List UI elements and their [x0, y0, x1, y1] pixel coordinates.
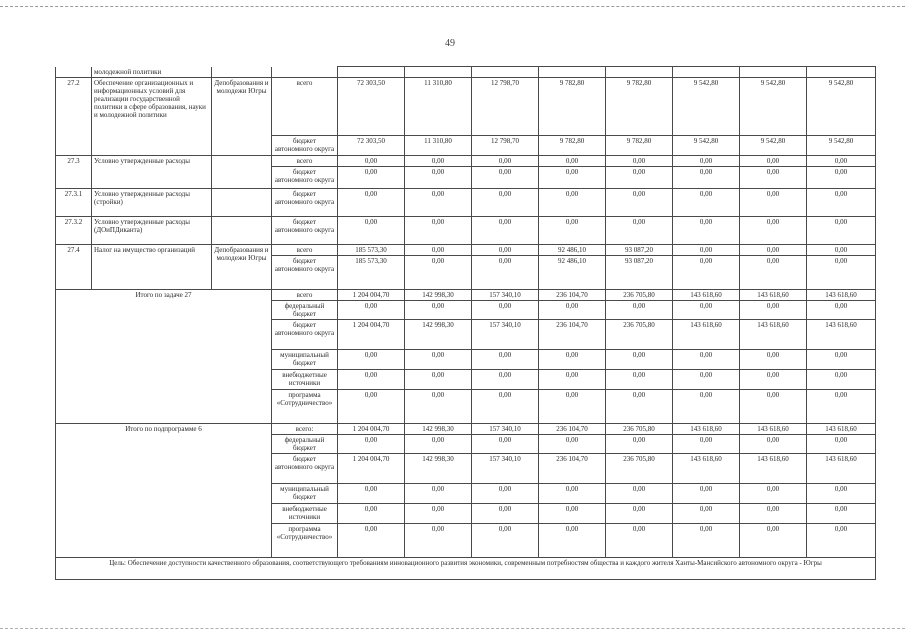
- row-name: Налог на имущество организаций: [92, 244, 212, 289]
- scan-artifact-bottom: [0, 628, 905, 629]
- row-number: 27.3.1: [56, 188, 92, 216]
- funding-source: всего: [272, 244, 338, 255]
- amount-cell: 0,00: [472, 389, 539, 423]
- amount-cell: 0,00: [807, 155, 876, 166]
- amount-cell: 72 303,50: [338, 135, 405, 155]
- amount-cell: 0,00: [405, 349, 472, 369]
- amount-cell: 142 998,30: [405, 423, 472, 434]
- amount-cell: 0,00: [405, 369, 472, 389]
- amount-cell: 0,00: [673, 244, 740, 255]
- amount-cell: 142 998,30: [405, 453, 472, 483]
- funding-source: муниципальный бюджет: [272, 349, 338, 369]
- amount-cell: 0,00: [405, 188, 472, 216]
- amount-cell: 0,00: [740, 523, 807, 557]
- amount-cell: 0,00: [807, 389, 876, 423]
- table-row: [56, 216, 876, 244]
- amount-cell: 0,00: [740, 503, 807, 523]
- amount-cell: 0,00: [807, 188, 876, 216]
- amount-cell: 9 542,80: [673, 77, 740, 135]
- amount-cell: 0,00: [606, 216, 673, 244]
- amount-cell: 0,00: [405, 523, 472, 557]
- amount-cell: 0,00: [673, 434, 740, 453]
- amount-cell: 0,00: [606, 188, 673, 216]
- row-executor: Депобразования и молодежи Югры: [212, 244, 272, 289]
- amount-cell: 0,00: [673, 523, 740, 557]
- amount-cell: 0,00: [539, 523, 606, 557]
- amount-cell: 0,00: [673, 188, 740, 216]
- amount-cell: 0,00: [539, 503, 606, 523]
- amount-cell: 0,00: [338, 216, 405, 244]
- row-name: Условно утвержденные расходы (ДОиПДиканта): [92, 216, 212, 244]
- amount-cell: 0,00: [338, 349, 405, 369]
- amount-cell: 0,00: [539, 300, 606, 319]
- amount-cell: 0,00: [740, 389, 807, 423]
- header-fragment: молодежной политики: [92, 67, 212, 78]
- amount-cell: 143 618,60: [673, 319, 740, 349]
- row-executor: [212, 188, 272, 216]
- total-subprogram-label: Итого по подпрограмме 6: [56, 423, 272, 557]
- amount-cell: 9 782,80: [606, 77, 673, 135]
- amount-cell: 0,00: [338, 369, 405, 389]
- amount-cell: 9 782,80: [606, 135, 673, 155]
- funding-source: внебюджетные источники: [272, 369, 338, 389]
- amount-cell: 0,00: [606, 155, 673, 166]
- amount-cell: 0,00: [673, 255, 740, 289]
- amount-cell: 93 087,20: [606, 255, 673, 289]
- amount-cell: 0,00: [740, 483, 807, 503]
- goal-text: Цель: Обеспечение доступности качественного образования, соответствующего требованиям инновационного развития экономики, современным потребностям общества и каждого жителя Ханты-Мансийского автономного округа - Югры: [56, 557, 876, 579]
- amount-cell: 143 618,60: [807, 423, 876, 434]
- amount-cell: 143 618,60: [807, 453, 876, 483]
- amount-cell: 0,00: [673, 483, 740, 503]
- amount-cell: 143 618,60: [740, 289, 807, 300]
- amount-cell: 11 310,80: [405, 135, 472, 155]
- funding-source: бюджет автономного округа: [272, 319, 338, 349]
- row-number: 27.3: [56, 155, 92, 188]
- amount-cell: 0,00: [673, 369, 740, 389]
- amount-cell: 0,00: [740, 188, 807, 216]
- funding-source: программа «Сотрудничество»: [272, 523, 338, 557]
- row-name: Условно утвержденные расходы: [92, 155, 212, 188]
- amount-cell: 0,00: [539, 389, 606, 423]
- amount-cell: 0,00: [673, 349, 740, 369]
- amount-cell: 0,00: [338, 503, 405, 523]
- amount-cell: 0,00: [338, 188, 405, 216]
- amount-cell: 0,00: [472, 244, 539, 255]
- funding-source: федеральный бюджет: [272, 300, 338, 319]
- amount-cell: 143 618,60: [807, 319, 876, 349]
- amount-cell: 0,00: [807, 349, 876, 369]
- amount-cell: 0,00: [807, 244, 876, 255]
- header-fragment-row: [56, 67, 876, 78]
- amount-cell: 9 542,80: [807, 135, 876, 155]
- amount-cell: 9 782,80: [539, 77, 606, 135]
- amount-cell: 0,00: [539, 216, 606, 244]
- amount-cell: 0,00: [338, 166, 405, 188]
- amount-cell: 92 486,10: [539, 244, 606, 255]
- amount-cell: 0,00: [338, 155, 405, 166]
- amount-cell: 143 618,60: [740, 319, 807, 349]
- table-row: [56, 423, 876, 434]
- amount-cell: 0,00: [338, 523, 405, 557]
- row-name: Обеспечение организационных и информационных условий для реализации государственной политики в сфере образования, науки и молодежной политики: [92, 77, 212, 155]
- amount-cell: 143 618,60: [740, 423, 807, 434]
- budget-table: [55, 66, 876, 580]
- funding-source: бюджет автономного округа: [272, 135, 338, 155]
- amount-cell: 236 104,70: [539, 319, 606, 349]
- funding-source: всего:: [272, 423, 338, 434]
- amount-cell: 0,00: [405, 389, 472, 423]
- amount-cell: 0,00: [405, 434, 472, 453]
- amount-cell: 0,00: [807, 300, 876, 319]
- amount-cell: 0,00: [807, 523, 876, 557]
- table-row: [56, 155, 876, 166]
- amount-cell: 0,00: [606, 523, 673, 557]
- amount-cell: 0,00: [405, 503, 472, 523]
- funding-source: внебюджетные источники: [272, 503, 338, 523]
- amount-cell: 0,00: [472, 483, 539, 503]
- amount-cell: 12 798,70: [472, 77, 539, 135]
- amount-cell: 93 087,20: [606, 244, 673, 255]
- amount-cell: 0,00: [740, 349, 807, 369]
- amount-cell: 157 340,10: [472, 453, 539, 483]
- amount-cell: 1 204 004,70: [338, 453, 405, 483]
- amount-cell: 0,00: [673, 503, 740, 523]
- amount-cell: 0,00: [338, 389, 405, 423]
- amount-cell: 9 782,80: [539, 135, 606, 155]
- amount-cell: 0,00: [405, 483, 472, 503]
- amount-cell: 9 542,80: [740, 77, 807, 135]
- amount-cell: 0,00: [740, 369, 807, 389]
- amount-cell: 0,00: [673, 166, 740, 188]
- table-row: [56, 188, 876, 216]
- amount-cell: 0,00: [472, 503, 539, 523]
- goal-row: [56, 557, 876, 579]
- amount-cell: 0,00: [606, 369, 673, 389]
- amount-cell: 0,00: [405, 300, 472, 319]
- amount-cell: 0,00: [539, 349, 606, 369]
- amount-cell: 0,00: [539, 369, 606, 389]
- amount-cell: 0,00: [472, 166, 539, 188]
- amount-cell: 0,00: [539, 166, 606, 188]
- table-row: [56, 77, 876, 135]
- amount-cell: 0,00: [606, 300, 673, 319]
- amount-cell: 0,00: [472, 300, 539, 319]
- funding-source: бюджет автономного округа: [272, 453, 338, 483]
- amount-cell: 157 340,10: [472, 289, 539, 300]
- amount-cell: 0,00: [539, 155, 606, 166]
- amount-cell: 0,00: [740, 244, 807, 255]
- amount-cell: 0,00: [539, 188, 606, 216]
- amount-cell: 142 998,30: [405, 319, 472, 349]
- amount-cell: 1 204 004,70: [338, 423, 405, 434]
- amount-cell: 0,00: [740, 434, 807, 453]
- amount-cell: 0,00: [807, 503, 876, 523]
- amount-cell: 0,00: [606, 166, 673, 188]
- amount-cell: 0,00: [405, 166, 472, 188]
- amount-cell: 0,00: [606, 349, 673, 369]
- amount-cell: 0,00: [539, 483, 606, 503]
- funding-source: всего: [272, 77, 338, 135]
- amount-cell: 157 340,10: [472, 423, 539, 434]
- amount-cell: 0,00: [606, 389, 673, 423]
- amount-cell: 0,00: [338, 483, 405, 503]
- funding-source: бюджет автономного округа: [272, 216, 338, 244]
- amount-cell: 1 204 004,70: [338, 289, 405, 300]
- amount-cell: 0,00: [807, 255, 876, 289]
- funding-source: бюджет автономного округа: [272, 255, 338, 289]
- row-executor: [212, 216, 272, 244]
- scan-artifact-top: [0, 6, 905, 7]
- amount-cell: 0,00: [472, 349, 539, 369]
- funding-source: всего: [272, 289, 338, 300]
- amount-cell: 72 303,50: [338, 77, 405, 135]
- amount-cell: 0,00: [539, 434, 606, 453]
- amount-cell: 236 705,80: [606, 453, 673, 483]
- row-number: 27.3.2: [56, 216, 92, 244]
- amount-cell: 0,00: [673, 389, 740, 423]
- table-row: [56, 244, 876, 255]
- amount-cell: 0,00: [606, 483, 673, 503]
- amount-cell: 0,00: [472, 369, 539, 389]
- row-executor: [212, 155, 272, 188]
- amount-cell: 9 542,80: [673, 135, 740, 155]
- amount-cell: 0,00: [807, 483, 876, 503]
- amount-cell: 0,00: [740, 166, 807, 188]
- row-executor: Депобразования и молодежи Югры: [212, 77, 272, 155]
- amount-cell: 236 104,70: [539, 423, 606, 434]
- amount-cell: 236 104,70: [539, 453, 606, 483]
- amount-cell: 236 104,70: [539, 289, 606, 300]
- amount-cell: 236 705,80: [606, 319, 673, 349]
- amount-cell: 0,00: [606, 434, 673, 453]
- amount-cell: 143 618,60: [673, 453, 740, 483]
- amount-cell: 236 705,80: [606, 289, 673, 300]
- amount-cell: 0,00: [472, 188, 539, 216]
- funding-source: программа «Сотрудничество»: [272, 389, 338, 423]
- row-name: Условно утвержденные расходы (стройки): [92, 188, 212, 216]
- amount-cell: 185 573,30: [338, 255, 405, 289]
- amount-cell: 0,00: [740, 216, 807, 244]
- page-number: 49: [445, 38, 455, 49]
- amount-cell: 0,00: [740, 255, 807, 289]
- amount-cell: 236 705,80: [606, 423, 673, 434]
- amount-cell: 143 618,60: [807, 289, 876, 300]
- amount-cell: 142 998,30: [405, 289, 472, 300]
- amount-cell: 12 798,70: [472, 135, 539, 155]
- table-row: [56, 289, 876, 300]
- amount-cell: 0,00: [472, 255, 539, 289]
- row-number: 27.4: [56, 244, 92, 289]
- amount-cell: 0,00: [807, 369, 876, 389]
- total-task-label: Итого по задаче 27: [56, 289, 272, 423]
- amount-cell: 0,00: [606, 503, 673, 523]
- amount-cell: 0,00: [405, 244, 472, 255]
- amount-cell: 0,00: [740, 155, 807, 166]
- amount-cell: 0,00: [807, 166, 876, 188]
- amount-cell: 143 618,60: [673, 289, 740, 300]
- amount-cell: 0,00: [807, 216, 876, 244]
- amount-cell: 0,00: [740, 300, 807, 319]
- amount-cell: 0,00: [673, 216, 740, 244]
- amount-cell: 0,00: [405, 216, 472, 244]
- amount-cell: 11 310,80: [405, 77, 472, 135]
- amount-cell: 0,00: [472, 216, 539, 244]
- amount-cell: 185 573,30: [338, 244, 405, 255]
- amount-cell: 0,00: [405, 255, 472, 289]
- amount-cell: 0,00: [472, 434, 539, 453]
- funding-source: бюджет автономного округа: [272, 166, 338, 188]
- amount-cell: 0,00: [472, 523, 539, 557]
- amount-cell: 143 618,60: [673, 423, 740, 434]
- amount-cell: 0,00: [807, 434, 876, 453]
- amount-cell: 0,00: [472, 155, 539, 166]
- funding-source: федеральный бюджет: [272, 434, 338, 453]
- amount-cell: 1 204 004,70: [338, 319, 405, 349]
- row-number: 27.2: [56, 77, 92, 155]
- funding-source: всего: [272, 155, 338, 166]
- amount-cell: 0,00: [405, 155, 472, 166]
- amount-cell: 157 340,10: [472, 319, 539, 349]
- amount-cell: 92 486,10: [539, 255, 606, 289]
- amount-cell: 0,00: [338, 300, 405, 319]
- funding-source: муниципальный бюджет: [272, 483, 338, 503]
- amount-cell: 0,00: [673, 300, 740, 319]
- amount-cell: 9 542,80: [740, 135, 807, 155]
- funding-source: бюджет автономного округа: [272, 188, 338, 216]
- amount-cell: 0,00: [338, 434, 405, 453]
- amount-cell: 143 618,60: [740, 453, 807, 483]
- amount-cell: 0,00: [673, 155, 740, 166]
- table-body: [56, 67, 876, 580]
- amount-cell: 9 542,80: [807, 77, 876, 135]
